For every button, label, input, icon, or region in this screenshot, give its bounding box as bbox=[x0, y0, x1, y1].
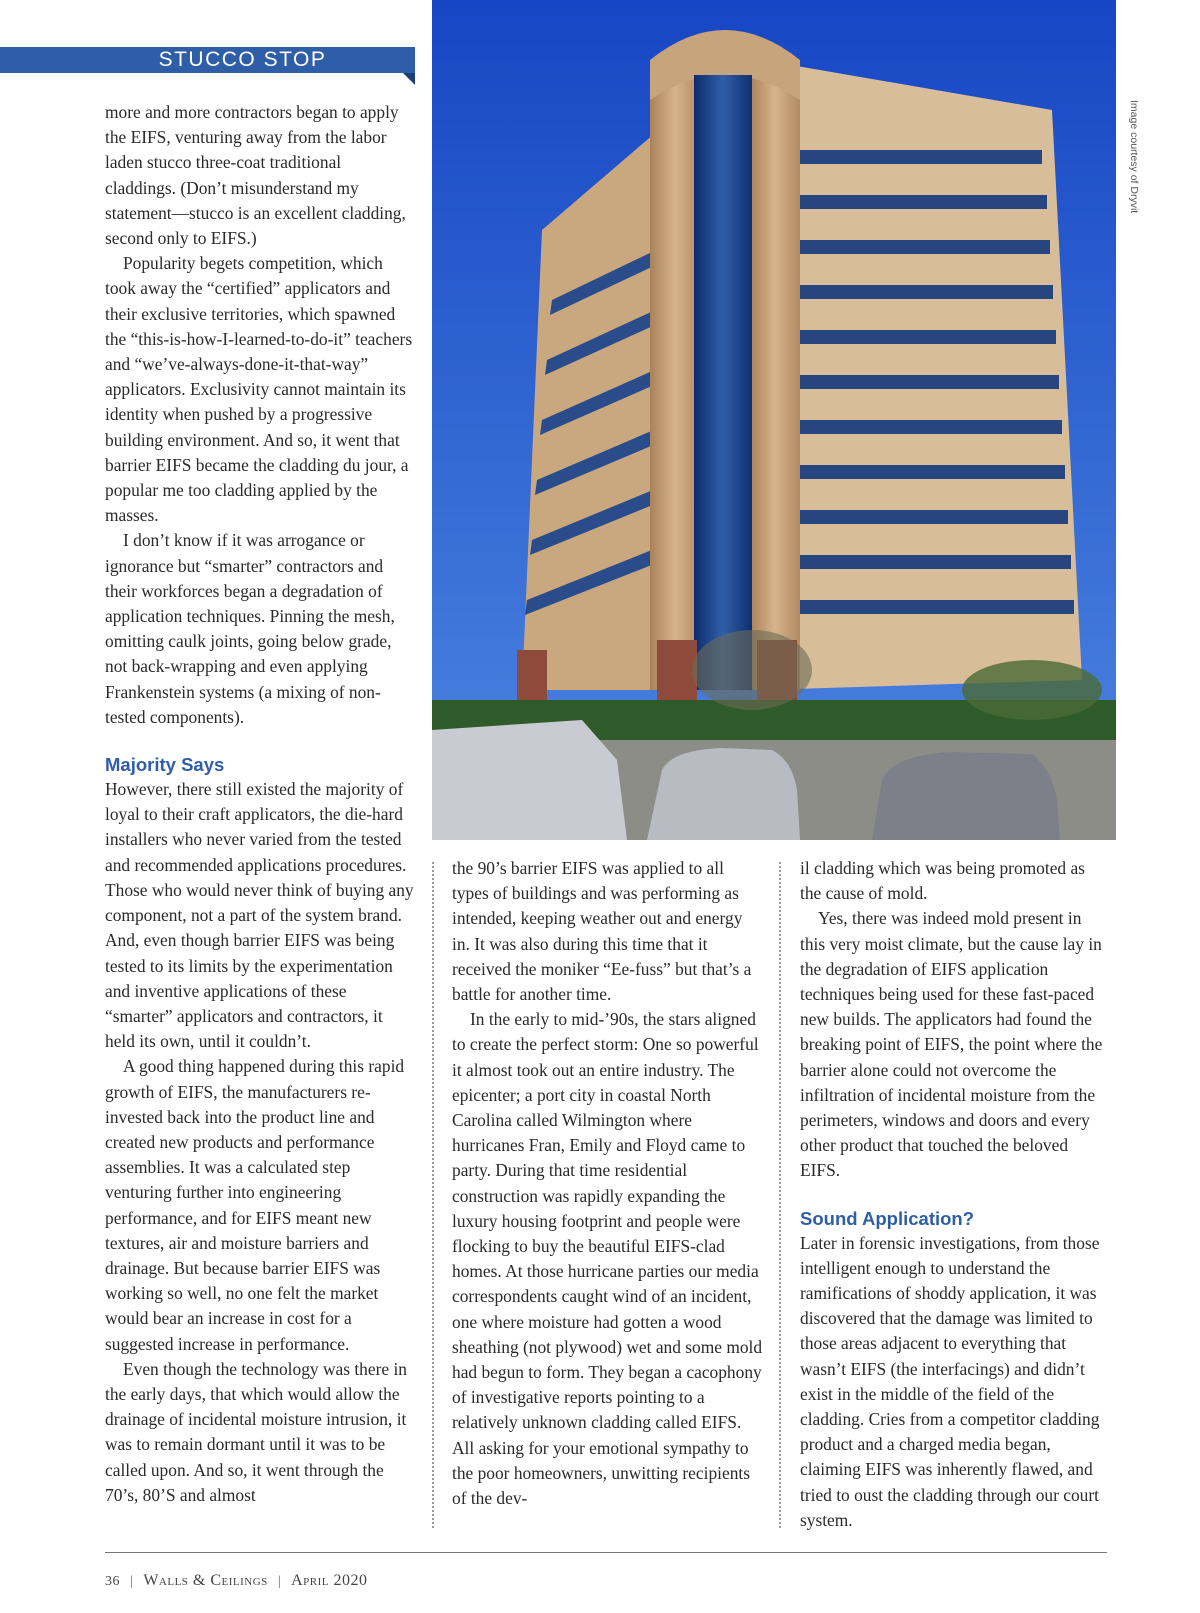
paragraph: Yes, there was indeed mold present in this very moist climate, but the cause lay in the degradation of EIFS application techniques being used for these fast-paced new builds. The applicators had found the breaking point of EIFS, the point where the barrier alone could not overcome the infiltration of incidental moisture from the perimeters, windows and doors and every other product that touched the beloved EIFS. bbox=[800, 908, 1103, 1181]
building-photo bbox=[432, 0, 1116, 840]
building-photo-illustration bbox=[432, 0, 1116, 840]
section-banner bbox=[0, 47, 415, 73]
paragraph: However, there still existed the majority of loyal to their craft applicators, the die-hard installers who never varied from the tested and recommended applications procedures. Those who would never think of buying any component, not a part of the system brand. And, even though barrier EIFS was being tested to its limits by the experimentation and inventive applications of these “smarter” applicators and contractors, it held its own, until it couldn’t. bbox=[105, 779, 414, 1052]
paragraph: the 90’s barrier EIFS was applied to all types of buildings and was performing as intended, keeping weather out and energy in. It was also during this time that it received the moniker “Ee-fuss” but that’s a battle for another time. bbox=[452, 858, 752, 1005]
text-column-3 bbox=[800, 856, 1110, 1533]
paragraph: Even though the technology was there in the early days, that which would allow the drainage of incidental moisture intrusion, it was to remain dormant until it was to be called upon. And so, it went through the 70’s, 80’S and almost bbox=[105, 1358, 407, 1505]
paragraph: I don’t know if it was arrogance or ignorance but “smarter” contractors and their workforces began a degradation of application techniques. Pinning the mesh, omitting caulk joints, going below grade, not back-wrapping and even applying Frankenstein systems (a mixing of non-tested components). bbox=[105, 530, 395, 727]
page-footer: 36 | Walls & Ceilings | April 2020 bbox=[105, 1572, 368, 1589]
column-divider bbox=[779, 862, 781, 1528]
footer-rule bbox=[105, 1552, 1107, 1553]
section-title: STUCCO STOP bbox=[158, 48, 327, 71]
paragraph: more and more contractors began to apply the EIFS, venturing away from the labor laden stucco three-coat traditional claddings. (Don’t misunderstand my statement—stucco is an excellent cladding, second only to EIFS.) bbox=[105, 102, 406, 249]
paragraph: In the early to mid-’90s, the stars aligned to create the perfect storm: One so powerful it almost took out an entire industry. The epicenter; a port city in coastal North Carolina called Wilmington where hurricanes Fran, Emily and Floyd came to party. During that time residential construction was rapidly expanding the luxury housing footprint and people were flocking to buy the beautiful EIFS-clad homes. At those hurricane parties our media correspondents caught wind of an incident, one where moisture had gotten a wood sheathing (not plywood) wet and some mold had begun to form. They began a cacophony of investigative reports pointing to a relatively unknown cladding called EIFS. All asking for your emotional sympathy to the poor homeowners, unwitting recipients of the dev- bbox=[452, 1009, 763, 1509]
subhead-majority-says: Majority Says bbox=[105, 754, 225, 776]
text-column-2 bbox=[452, 856, 764, 1511]
issue-date: April 2020 bbox=[291, 1572, 368, 1589]
paragraph: il cladding which was being promoted as the cause of mold. bbox=[800, 858, 1085, 904]
paragraph: Popularity begets competition, which took away the “certified” applicators and their exclusive territories, which spawned the “this-is-how-I-learned-to-do-it” teachers and “we’ve-always-done-it-that-way” applicators. Exclusivity cannot maintain its identity when pushed by a progressive building environment. And so, it went that barrier EIFS became the cladding du jour, a popular me too cladding applied by the masses. bbox=[105, 253, 413, 526]
column-divider bbox=[432, 862, 434, 1528]
photo-credit: Image courtesy of Dryvit bbox=[1128, 100, 1140, 214]
page-number: 36 bbox=[105, 1574, 120, 1589]
paragraph: Later in forensic investigations, from those intelligent enough to understand the ramifications of shoddy application, it was discovered that the damage was limited to those areas adjacent to everything that wasn’t EIFS (the interfacings) and didn’t exist in the middle of the field of the cladding. Cries from a competitor cladding product and a charged media began, claiming EIFS was inherently flawed, and tried to oust the cladding through our court system. bbox=[800, 1232, 1100, 1530]
publication-name: Walls & Ceilings bbox=[143, 1572, 268, 1589]
subhead-sound-application: Sound Application? bbox=[800, 1207, 975, 1229]
paragraph: A good thing happened during this rapid growth of EIFS, the manufacturers re-invested back into the product line and created new products and performance assemblies. It was a calculated step venturing further into engineering performance, and for EIFS meant new textures, air and moisture barriers and drainage. But because barrier EIFS was working so well, no one felt the market would bear an increase in cost for a suggested increase in performance. bbox=[105, 1056, 405, 1354]
text-column-1 bbox=[105, 100, 415, 1508]
banner-notch bbox=[403, 73, 415, 85]
